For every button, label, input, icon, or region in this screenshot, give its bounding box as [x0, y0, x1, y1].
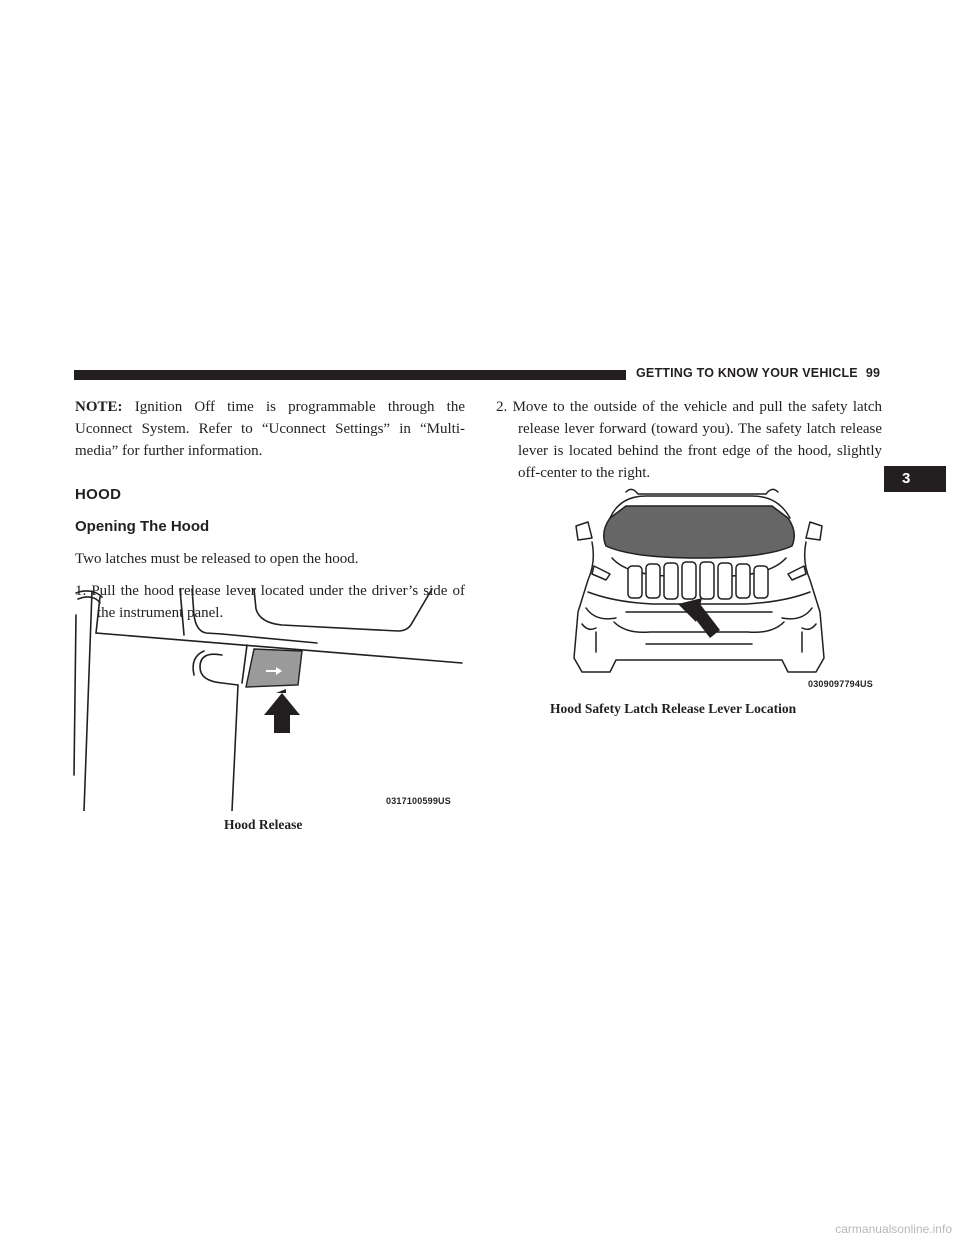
safety-latch-figure: [566, 482, 832, 682]
hood-release-caption: Hood Release: [224, 817, 303, 832]
intro-paragraph: Two latches must be released to open the hood.: [75, 551, 359, 567]
note-text: Ignition Off time is programmable through the Uconnect System. Refer to “Uconnect Settings” in “Multi-media” for further information.: [75, 399, 465, 459]
chapter-tab: 3: [884, 466, 946, 492]
hood-release-figure: [72, 585, 468, 811]
safety-latch-caption: Hood Safety Latch Release Lever Location: [550, 701, 797, 716]
hood-release-figure-code: 0317100599US: [386, 796, 451, 806]
page-number: 99: [865, 366, 881, 380]
hood-release-illustration: [72, 585, 468, 811]
note-paragraph: [75, 396, 465, 462]
section-title: GETTING TO KNOW YOUR VEHICLE: [636, 366, 858, 380]
subsection-heading: Opening The Hood: [75, 518, 210, 535]
vehicle-front-illustration: [566, 482, 832, 682]
step-2: 2. Move to the outside of the vehicle and pull the safety latch release lever forward (toward you). The safety latch release lever is located behind the front edge of the hood, slightly off-center to the right.: [496, 399, 882, 481]
watermark: carmanualsonline.info: [835, 1222, 952, 1236]
header-rule: [74, 370, 626, 380]
safety-latch-figure-code: 0309097794US: [808, 679, 873, 689]
running-header: [636, 366, 880, 380]
note-label: NOTE:: [75, 399, 123, 415]
right-column: [496, 396, 882, 484]
step-1: 1. Pull the hood release lever located under the driver’s side of the instrument panel.: [75, 583, 465, 621]
section-heading: HOOD: [75, 486, 122, 503]
